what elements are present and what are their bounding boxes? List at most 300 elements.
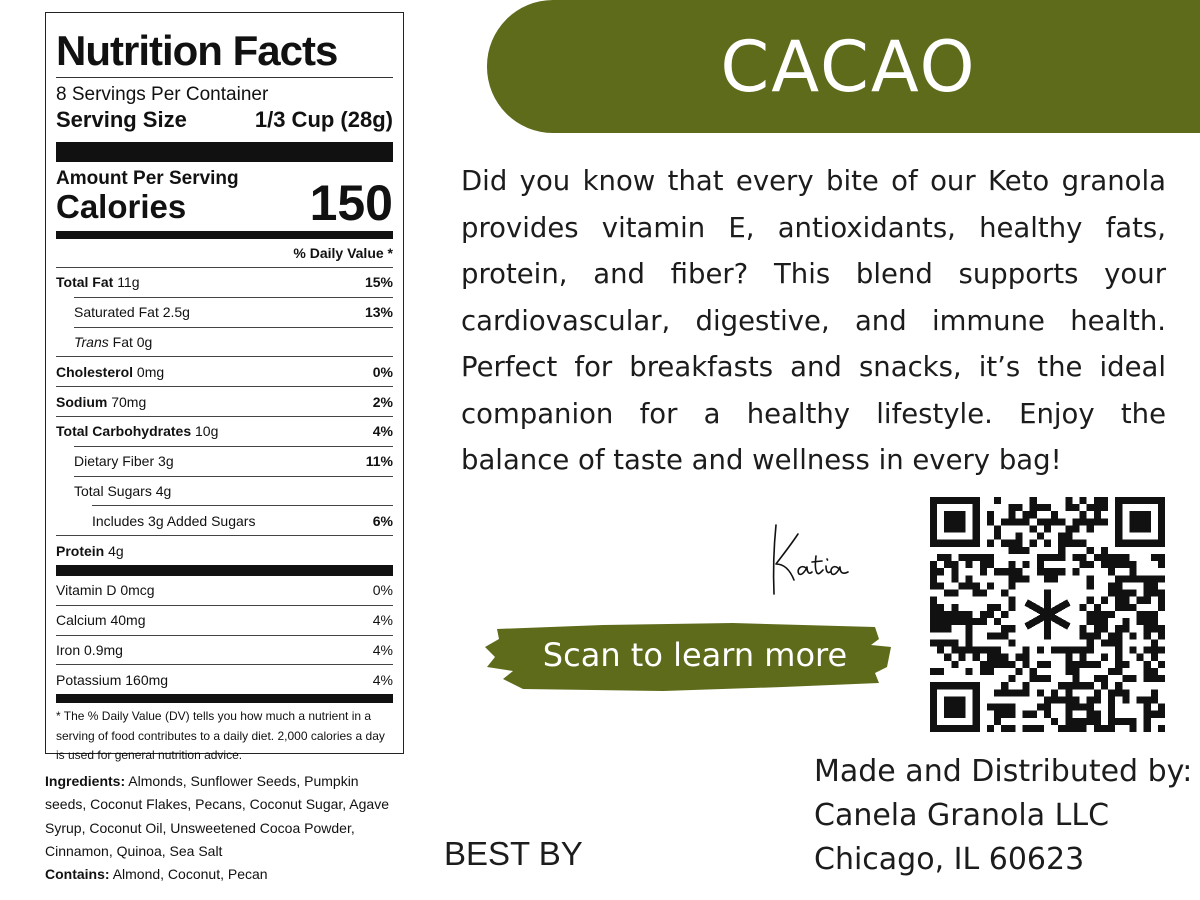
qr-finder bbox=[930, 497, 980, 504]
qr-module bbox=[973, 554, 980, 561]
qr-module bbox=[1144, 597, 1151, 604]
vitamin-row-calcium bbox=[56, 605, 393, 635]
qr-module bbox=[1101, 618, 1108, 625]
nutrient-name-suffix: Fat bbox=[112, 333, 133, 350]
qr-module bbox=[1115, 582, 1122, 589]
qr-module bbox=[1158, 675, 1165, 682]
serving-size-label: Serving Size bbox=[56, 107, 187, 132]
qr-module bbox=[1001, 682, 1008, 689]
qr-module bbox=[1087, 718, 1094, 725]
qr-module bbox=[1023, 682, 1030, 689]
qr-module bbox=[1087, 561, 1094, 568]
ingredients-block bbox=[45, 770, 395, 886]
qr-module bbox=[994, 711, 1001, 718]
qr-module bbox=[1001, 625, 1008, 632]
qr-module bbox=[1101, 554, 1108, 561]
vitamin-name: Potassium bbox=[56, 671, 122, 688]
qr-module bbox=[1023, 575, 1030, 582]
daily-value-footnote: * The % Daily Value (DV) tells you how much a nutrient in a serving of food contributes to a daily diet. 2,000 calories a day is used for general nutrition advice. bbox=[56, 709, 385, 763]
qr-module bbox=[966, 632, 973, 639]
qr-module bbox=[1008, 547, 1015, 554]
qr-module bbox=[1144, 647, 1151, 654]
qr-module bbox=[1015, 540, 1022, 547]
qr-module bbox=[1108, 582, 1115, 589]
qr-module bbox=[951, 561, 958, 568]
nutrient-amount: 11g bbox=[117, 274, 140, 291]
qr-module bbox=[1008, 561, 1015, 568]
qr-module bbox=[1108, 554, 1115, 561]
vitamin-amount: 160mg bbox=[125, 671, 169, 688]
qr-module bbox=[1080, 554, 1087, 561]
qr-module bbox=[1065, 533, 1072, 540]
qr-module bbox=[1008, 518, 1015, 525]
qr-module bbox=[1129, 575, 1136, 582]
vitamin-dv: 4% bbox=[372, 612, 393, 629]
nutrient-dv: 13% bbox=[364, 304, 393, 321]
qr-module bbox=[944, 611, 951, 618]
qr-module bbox=[1094, 511, 1101, 518]
qr-module bbox=[1151, 554, 1158, 561]
qr-module bbox=[1094, 618, 1101, 625]
ingredients-label: Ingredients: bbox=[45, 773, 126, 789]
qr-module bbox=[1151, 654, 1158, 661]
qr-module bbox=[1037, 647, 1044, 654]
qr-module bbox=[1129, 725, 1136, 732]
qr-module bbox=[1122, 604, 1129, 611]
nutrient-dv: 11% bbox=[365, 453, 393, 470]
qr-module bbox=[1158, 711, 1165, 718]
qr-module bbox=[1008, 504, 1015, 511]
qr-module bbox=[944, 561, 951, 568]
qr-module bbox=[1151, 639, 1158, 646]
qr-module bbox=[1115, 604, 1122, 611]
qr-module bbox=[1122, 590, 1129, 597]
qr-finder bbox=[1115, 497, 1122, 547]
qr-module bbox=[1058, 682, 1065, 689]
qr-module bbox=[966, 575, 973, 582]
vitamin-dv: 0% bbox=[372, 582, 393, 599]
qr-module bbox=[1108, 611, 1115, 618]
qr-module bbox=[1094, 696, 1101, 703]
qr-module bbox=[930, 597, 937, 604]
qr-module bbox=[973, 618, 980, 625]
qr-module bbox=[1158, 632, 1165, 639]
qr-module bbox=[980, 618, 987, 625]
qr-module bbox=[966, 625, 973, 632]
qr-module bbox=[1080, 654, 1087, 661]
nutrient-row-protein bbox=[56, 535, 393, 565]
qr-module bbox=[1115, 668, 1122, 675]
qr-module bbox=[980, 561, 987, 568]
qr-module bbox=[937, 611, 944, 618]
qr-module bbox=[958, 611, 965, 618]
qr-module bbox=[1065, 668, 1072, 675]
qr-module bbox=[1137, 618, 1144, 625]
qr-module bbox=[1122, 554, 1129, 561]
nutrient-name: Protein bbox=[56, 542, 105, 559]
qr-module bbox=[1072, 568, 1079, 575]
qr-module bbox=[1030, 675, 1037, 682]
qr-module bbox=[1108, 725, 1115, 732]
qr-module bbox=[1044, 696, 1051, 703]
nutrient-row-trans-fat bbox=[74, 327, 393, 357]
qr-code[interactable] bbox=[930, 497, 1165, 732]
qr-module bbox=[980, 590, 987, 597]
qr-module bbox=[1001, 661, 1008, 668]
qr-module bbox=[1072, 675, 1079, 682]
qr-module bbox=[1001, 689, 1008, 696]
flavor-title: CACAO bbox=[720, 25, 977, 108]
qr-module bbox=[994, 654, 1001, 661]
nutrient-row-saturated-fat bbox=[74, 297, 393, 327]
qr-module bbox=[1037, 504, 1044, 511]
vitamin-row-potassium bbox=[56, 664, 393, 694]
qr-module bbox=[930, 604, 937, 611]
qr-module bbox=[1023, 661, 1030, 668]
qr-module bbox=[1108, 668, 1115, 675]
qr-module bbox=[1094, 675, 1101, 682]
qr-module bbox=[1137, 654, 1144, 661]
qr-module bbox=[1044, 575, 1051, 582]
qr-module bbox=[1030, 525, 1037, 532]
qr-module bbox=[1037, 561, 1044, 568]
qr-module bbox=[987, 647, 994, 654]
qr-module bbox=[1158, 597, 1165, 604]
qr-module bbox=[1108, 639, 1115, 646]
qr-module bbox=[944, 590, 951, 597]
qr-module bbox=[1087, 711, 1094, 718]
nutrient-row-total-fat bbox=[56, 267, 393, 297]
qr-module bbox=[1108, 696, 1115, 703]
qr-module bbox=[987, 611, 994, 618]
qr-module bbox=[1115, 661, 1122, 668]
best-by-label: BEST BY bbox=[444, 835, 583, 872]
qr-module bbox=[1065, 711, 1072, 718]
qr-module bbox=[1015, 518, 1022, 525]
qr-module bbox=[1158, 647, 1165, 654]
qr-module bbox=[1087, 661, 1094, 668]
qr-module bbox=[966, 618, 973, 625]
qr-module bbox=[1137, 575, 1144, 582]
qr-module bbox=[1072, 554, 1079, 561]
qr-module bbox=[994, 718, 1001, 725]
qr-module bbox=[1129, 675, 1136, 682]
qr-module bbox=[1030, 725, 1037, 732]
amount-per-serving: Amount Per Serving bbox=[56, 168, 239, 189]
qr-module bbox=[1030, 497, 1037, 504]
qr-module bbox=[973, 647, 980, 654]
qr-module bbox=[958, 647, 965, 654]
qr-module bbox=[937, 582, 944, 589]
qr-module bbox=[1080, 540, 1087, 547]
qr-finder bbox=[1115, 497, 1165, 504]
qr-module bbox=[1072, 540, 1079, 547]
qr-module bbox=[1151, 618, 1158, 625]
qr-module bbox=[1051, 689, 1058, 696]
qr-module bbox=[1144, 718, 1151, 725]
qr-module bbox=[944, 639, 951, 646]
qr-module bbox=[1015, 668, 1022, 675]
qr-module bbox=[980, 554, 987, 561]
qr-module bbox=[1001, 611, 1008, 618]
qr-module bbox=[1008, 675, 1015, 682]
qr-module bbox=[1080, 718, 1087, 725]
qr-module bbox=[1051, 518, 1058, 525]
qr-module bbox=[1044, 568, 1051, 575]
qr-module bbox=[1087, 632, 1094, 639]
medium-divider bbox=[56, 694, 393, 703]
thick-divider bbox=[56, 142, 393, 162]
qr-module bbox=[1137, 611, 1144, 618]
qr-module bbox=[1080, 625, 1087, 632]
qr-module bbox=[1144, 618, 1151, 625]
qr-module bbox=[1023, 647, 1030, 654]
qr-module bbox=[958, 654, 965, 661]
qr-module bbox=[1087, 518, 1094, 525]
qr-module bbox=[1122, 718, 1129, 725]
qr-module bbox=[1144, 582, 1151, 589]
qr-module bbox=[944, 618, 951, 625]
qr-module bbox=[1058, 547, 1065, 554]
qr-finder bbox=[930, 682, 937, 732]
qr-module bbox=[994, 533, 1001, 540]
qr-module bbox=[1037, 518, 1044, 525]
qr-module bbox=[1151, 590, 1158, 597]
qr-module bbox=[1037, 704, 1044, 711]
qr-module bbox=[1087, 696, 1094, 703]
vitamin-dv: 4% bbox=[372, 671, 393, 688]
qr-module bbox=[1058, 725, 1065, 732]
qr-module bbox=[1008, 582, 1015, 589]
qr-module bbox=[1015, 654, 1022, 661]
qr-module bbox=[951, 661, 958, 668]
qr-module bbox=[1008, 711, 1015, 718]
qr-module bbox=[1108, 711, 1115, 718]
qr-module bbox=[1037, 533, 1044, 540]
nutrient-dv: 2% bbox=[372, 393, 393, 410]
contains-text: Almond, Coconut, Pecan bbox=[112, 866, 268, 883]
qr-module bbox=[958, 582, 965, 589]
qr-module bbox=[1023, 711, 1030, 718]
qr-module bbox=[1001, 590, 1008, 597]
signature-katia bbox=[768, 520, 868, 600]
vitamin-amount: 0mcg bbox=[120, 582, 155, 599]
qr-module bbox=[1115, 632, 1122, 639]
qr-module bbox=[930, 639, 937, 646]
nutrient-name: Trans bbox=[74, 333, 109, 350]
qr-module bbox=[1001, 632, 1008, 639]
nutrient-amount: 70mg bbox=[111, 393, 147, 410]
qr-module bbox=[937, 639, 944, 646]
qr-module bbox=[1023, 561, 1030, 568]
vitamin-name: Calcium bbox=[56, 612, 107, 629]
qr-module bbox=[930, 611, 937, 618]
qr-module bbox=[1101, 625, 1108, 632]
qr-module bbox=[1094, 604, 1101, 611]
qr-module bbox=[937, 668, 944, 675]
qr-module bbox=[1058, 518, 1065, 525]
qr-module bbox=[1151, 696, 1158, 703]
qr-module bbox=[1151, 675, 1158, 682]
qr-module bbox=[1008, 704, 1015, 711]
qr-module bbox=[937, 618, 944, 625]
nutrient-row-sodium bbox=[56, 386, 393, 416]
qr-module bbox=[951, 568, 958, 575]
qr-module bbox=[980, 647, 987, 654]
qr-module bbox=[1008, 689, 1015, 696]
qr-module bbox=[1101, 639, 1108, 646]
qr-module bbox=[1051, 568, 1058, 575]
qr-module bbox=[1087, 704, 1094, 711]
qr-module bbox=[1065, 654, 1072, 661]
qr-finder bbox=[930, 682, 980, 689]
qr-module bbox=[1094, 611, 1101, 618]
qr-module bbox=[1080, 647, 1087, 654]
qr-finder bbox=[973, 682, 980, 732]
qr-module bbox=[1044, 518, 1051, 525]
qr-module bbox=[1108, 561, 1115, 568]
qr-module bbox=[994, 568, 1001, 575]
qr-module bbox=[987, 654, 994, 661]
qr-module bbox=[944, 654, 951, 661]
vitamin-row-vitamin-d bbox=[56, 576, 393, 605]
qr-module bbox=[1044, 704, 1051, 711]
qr-module bbox=[1158, 725, 1165, 732]
qr-module bbox=[1080, 725, 1087, 732]
nutrient-name: Total Carbohydrates bbox=[56, 423, 192, 440]
qr-module bbox=[973, 654, 980, 661]
vitamin-dv: 4% bbox=[372, 641, 393, 658]
qr-module bbox=[1001, 725, 1008, 732]
qr-module bbox=[1058, 696, 1065, 703]
qr-module bbox=[1144, 675, 1151, 682]
qr-module bbox=[1008, 540, 1015, 547]
nutrient-dv: 4% bbox=[372, 423, 393, 440]
qr-module bbox=[994, 632, 1001, 639]
nutrient-dv: 15% bbox=[364, 274, 393, 291]
qr-module bbox=[1122, 561, 1129, 568]
qr-module bbox=[1001, 568, 1008, 575]
qr-module bbox=[994, 525, 1001, 532]
qr-module bbox=[1072, 704, 1079, 711]
distributor-name: Canela Granola LLC bbox=[814, 798, 1110, 833]
qr-module bbox=[1051, 575, 1058, 582]
qr-module bbox=[937, 554, 944, 561]
qr-module bbox=[1044, 675, 1051, 682]
qr-module bbox=[1030, 711, 1037, 718]
vitamin-amount: 0.9mg bbox=[84, 641, 123, 658]
qr-module bbox=[1044, 661, 1051, 668]
nutrient-amount: 3g bbox=[158, 453, 174, 470]
qr-module bbox=[1129, 632, 1136, 639]
qr-module bbox=[994, 497, 1001, 504]
qr-module bbox=[1158, 704, 1165, 711]
vitamin-row-iron bbox=[56, 635, 393, 665]
qr-module bbox=[1158, 561, 1165, 568]
nutrient-row-total-carbohydrates bbox=[56, 416, 393, 446]
qr-module bbox=[1051, 511, 1058, 518]
qr-module bbox=[930, 575, 937, 582]
qr-module bbox=[1087, 639, 1094, 646]
qr-module bbox=[1087, 611, 1094, 618]
qr-module bbox=[937, 647, 944, 654]
qr-module bbox=[1101, 682, 1108, 689]
qr-module bbox=[1008, 568, 1015, 575]
qr-module bbox=[987, 511, 994, 518]
qr-module bbox=[1087, 504, 1094, 511]
qr-module bbox=[1144, 725, 1151, 732]
qr-module bbox=[1115, 682, 1122, 689]
qr-finder bbox=[973, 497, 980, 547]
servings-per-container: 8 Servings Per Container bbox=[56, 84, 269, 105]
qr-module bbox=[1122, 689, 1129, 696]
qr-finder bbox=[1129, 511, 1150, 532]
qr-module bbox=[987, 704, 994, 711]
qr-module bbox=[1001, 518, 1008, 525]
qr-module bbox=[1072, 504, 1079, 511]
nutrient-dv: 0% bbox=[372, 363, 393, 380]
qr-module bbox=[1094, 711, 1101, 718]
qr-module bbox=[1129, 590, 1136, 597]
qr-module bbox=[987, 554, 994, 561]
qr-module bbox=[930, 668, 937, 675]
qr-module bbox=[1122, 675, 1129, 682]
qr-module bbox=[1087, 618, 1094, 625]
qr-module bbox=[930, 561, 937, 568]
qr-module bbox=[1065, 725, 1072, 732]
qr-module bbox=[980, 661, 987, 668]
qr-module bbox=[1144, 668, 1151, 675]
qr-module bbox=[930, 568, 937, 575]
qr-module bbox=[1044, 540, 1051, 547]
qr-module bbox=[1072, 661, 1079, 668]
qr-module bbox=[1115, 639, 1122, 646]
qr-module bbox=[1080, 661, 1087, 668]
qr-module bbox=[1108, 590, 1115, 597]
qr-module bbox=[930, 582, 937, 589]
qr-module bbox=[1144, 661, 1151, 668]
qr-module bbox=[1037, 554, 1044, 561]
nutrient-amount: 10g bbox=[195, 423, 219, 440]
qr-module bbox=[987, 661, 994, 668]
thick-divider bbox=[56, 565, 393, 576]
qr-module bbox=[1015, 689, 1022, 696]
qr-module bbox=[1015, 568, 1022, 575]
qr-module bbox=[987, 632, 994, 639]
nutrient-dv: 6% bbox=[372, 512, 393, 529]
qr-module bbox=[1115, 575, 1122, 582]
qr-module bbox=[1158, 625, 1165, 632]
qr-module bbox=[966, 668, 973, 675]
qr-finder bbox=[1158, 497, 1165, 547]
qr-module bbox=[1108, 704, 1115, 711]
qr-module bbox=[980, 568, 987, 575]
qr-module bbox=[1158, 575, 1165, 582]
product-description: Did you know that every bite of our Keto granola provides vitamin E, antioxidants, healthy fats, protein, and fiber? This blend supports your cardiovascular, digestive, and immune health. Perfect for breakfasts and snacks, it’s the ideal companion for a healthy lifestyle. Enjoy the balance of taste and wellness in every bag! bbox=[461, 165, 1166, 476]
qr-module bbox=[1108, 632, 1115, 639]
qr-module bbox=[994, 647, 1001, 654]
qr-module bbox=[1065, 661, 1072, 668]
qr-module bbox=[1094, 661, 1101, 668]
qr-module bbox=[987, 668, 994, 675]
qr-module bbox=[1037, 568, 1044, 575]
qr-module bbox=[1158, 590, 1165, 597]
qr-module bbox=[1072, 518, 1079, 525]
qr-module bbox=[1058, 568, 1065, 575]
qr-module bbox=[958, 618, 965, 625]
qr-module bbox=[1108, 689, 1115, 696]
qr-module bbox=[1087, 582, 1094, 589]
